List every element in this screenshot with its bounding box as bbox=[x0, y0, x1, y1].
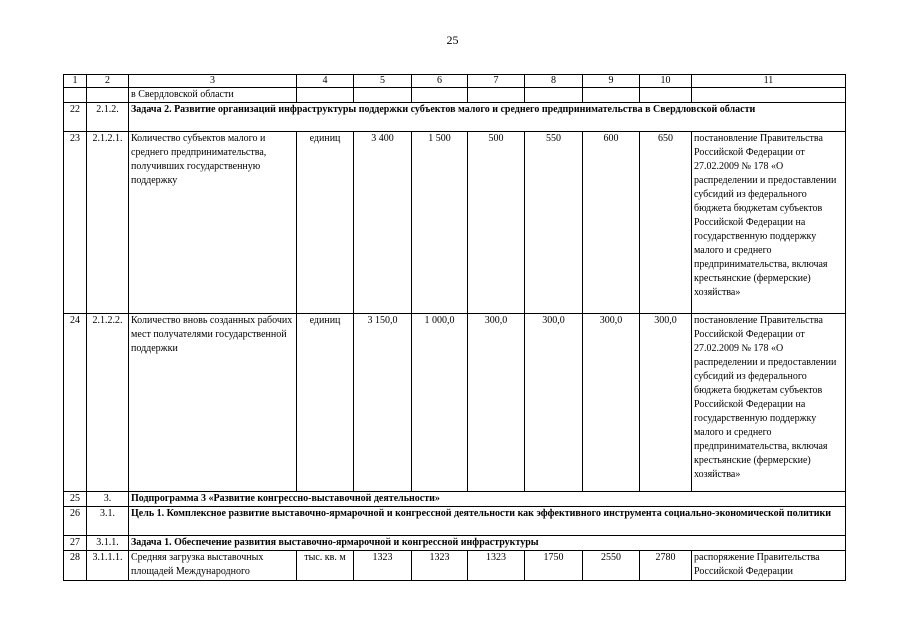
row-number: 28 bbox=[64, 551, 87, 581]
legal-basis-cell: распоряжение Правительства Российской Федерации bbox=[692, 551, 846, 581]
task-title: Задача 2. Развитие организаций инфраструктуры поддержки субъектов малого и среднего предпринимательства в Свердловской области bbox=[129, 103, 846, 132]
row-number: 25 bbox=[64, 492, 87, 507]
row-code: 3.1.1. bbox=[87, 536, 129, 551]
row-code: 2.1.2. bbox=[87, 103, 129, 132]
row-number: 27 bbox=[64, 536, 87, 551]
column-header: 7 bbox=[468, 75, 525, 88]
row-code: 2.1.2.1. bbox=[87, 132, 129, 314]
continuation-text: в Свердловской области bbox=[129, 88, 297, 103]
column-header: 9 bbox=[583, 75, 640, 88]
column-header: 4 bbox=[297, 75, 354, 88]
unit-cell: единиц bbox=[297, 132, 354, 314]
subprogram-title: Подпрограмма 3 «Развитие конгрессно-выставочной деятельности» bbox=[129, 492, 846, 507]
row-code: 3. bbox=[87, 492, 129, 507]
column-header: 1 bbox=[64, 75, 87, 88]
legal-basis-cell: постановление Правительства Российской Федерации от 27.02.2009 № 178 «О распределении и предоставлении субсидий из федерального бюджета бюджетам субъектов Российской Федерации на государственную поддержку малого и среднего предпринимательства, включая крестьянские (фермерские) хозяйства» bbox=[692, 132, 846, 314]
task-row bbox=[64, 536, 846, 551]
row-number: 26 bbox=[64, 507, 87, 536]
indicators-table bbox=[63, 74, 846, 581]
value-cell: 300,0 bbox=[640, 314, 692, 492]
value-cell: 300,0 bbox=[525, 314, 583, 492]
value-cell: 1 500 bbox=[412, 132, 468, 314]
indicator-name: Средняя загрузка выставочных площадей Международного bbox=[129, 551, 297, 581]
value-cell: 1 000,0 bbox=[412, 314, 468, 492]
row-code: 3.1. bbox=[87, 507, 129, 536]
column-header: 5 bbox=[354, 75, 412, 88]
value-cell: 300,0 bbox=[583, 314, 640, 492]
column-header: 2 bbox=[87, 75, 129, 88]
subprogram-row bbox=[64, 492, 846, 507]
column-header: 11 bbox=[692, 75, 846, 88]
row-code: 2.1.2.2. bbox=[87, 314, 129, 492]
value-cell: 600 bbox=[583, 132, 640, 314]
task-row bbox=[64, 103, 846, 132]
value-cell: 1323 bbox=[412, 551, 468, 581]
row-code-cell bbox=[87, 88, 129, 103]
value-cell: 500 bbox=[468, 132, 525, 314]
row-number: 23 bbox=[64, 132, 87, 314]
value-cell: 1750 bbox=[525, 551, 583, 581]
indicator-row bbox=[64, 551, 846, 581]
continuation-row bbox=[64, 88, 846, 103]
column-header: 6 bbox=[412, 75, 468, 88]
row-number: 22 bbox=[64, 103, 87, 132]
row-number-cell bbox=[64, 88, 87, 103]
row-code: 3.1.1.1. bbox=[87, 551, 129, 581]
value-cell: 300,0 bbox=[468, 314, 525, 492]
value-cell: 1323 bbox=[354, 551, 412, 581]
goal-row bbox=[64, 507, 846, 536]
value-cell: 2780 bbox=[640, 551, 692, 581]
legal-basis-cell: постановление Правительства Российской Федерации от 27.02.2009 № 178 «О распределении и предоставлении субсидий из федерального бюджета бюджетам субъектов Российской Федерации на государственную поддержку малого и среднего предпринимательства, включая крестьянские (фермерские) хозяйства» bbox=[692, 314, 846, 492]
column-header: 3 bbox=[129, 75, 297, 88]
column-header: 8 bbox=[525, 75, 583, 88]
value-cell: 2550 bbox=[583, 551, 640, 581]
column-number-row bbox=[64, 75, 846, 88]
value-cell: 650 bbox=[640, 132, 692, 314]
value-cell: 3 150,0 bbox=[354, 314, 412, 492]
indicator-name: Количество субъектов малого и среднего предпринимательства, получивших государственную поддержку bbox=[129, 132, 297, 314]
row-number: 24 bbox=[64, 314, 87, 492]
indicator-row bbox=[64, 314, 846, 492]
goal-title: Цель 1. Комплексное развитие выставочно-ярмарочной и конгрессной деятельности как эффективного инструмента социально-экономической политики bbox=[129, 507, 846, 536]
column-header: 10 bbox=[640, 75, 692, 88]
indicator-row bbox=[64, 132, 846, 314]
task-title: Задача 1. Обеспечение развития выставочно-ярмарочной и конгрессной инфраструктуры bbox=[129, 536, 846, 551]
indicator-name: Количество вновь созданных рабочих мест получателями государственной поддержки bbox=[129, 314, 297, 492]
unit-cell: единиц bbox=[297, 314, 354, 492]
value-cell: 550 bbox=[525, 132, 583, 314]
value-cell: 1323 bbox=[468, 551, 525, 581]
unit-cell: тыс. кв. м bbox=[297, 551, 354, 581]
page-number: 25 bbox=[446, 33, 459, 47]
value-cell: 3 400 bbox=[354, 132, 412, 314]
